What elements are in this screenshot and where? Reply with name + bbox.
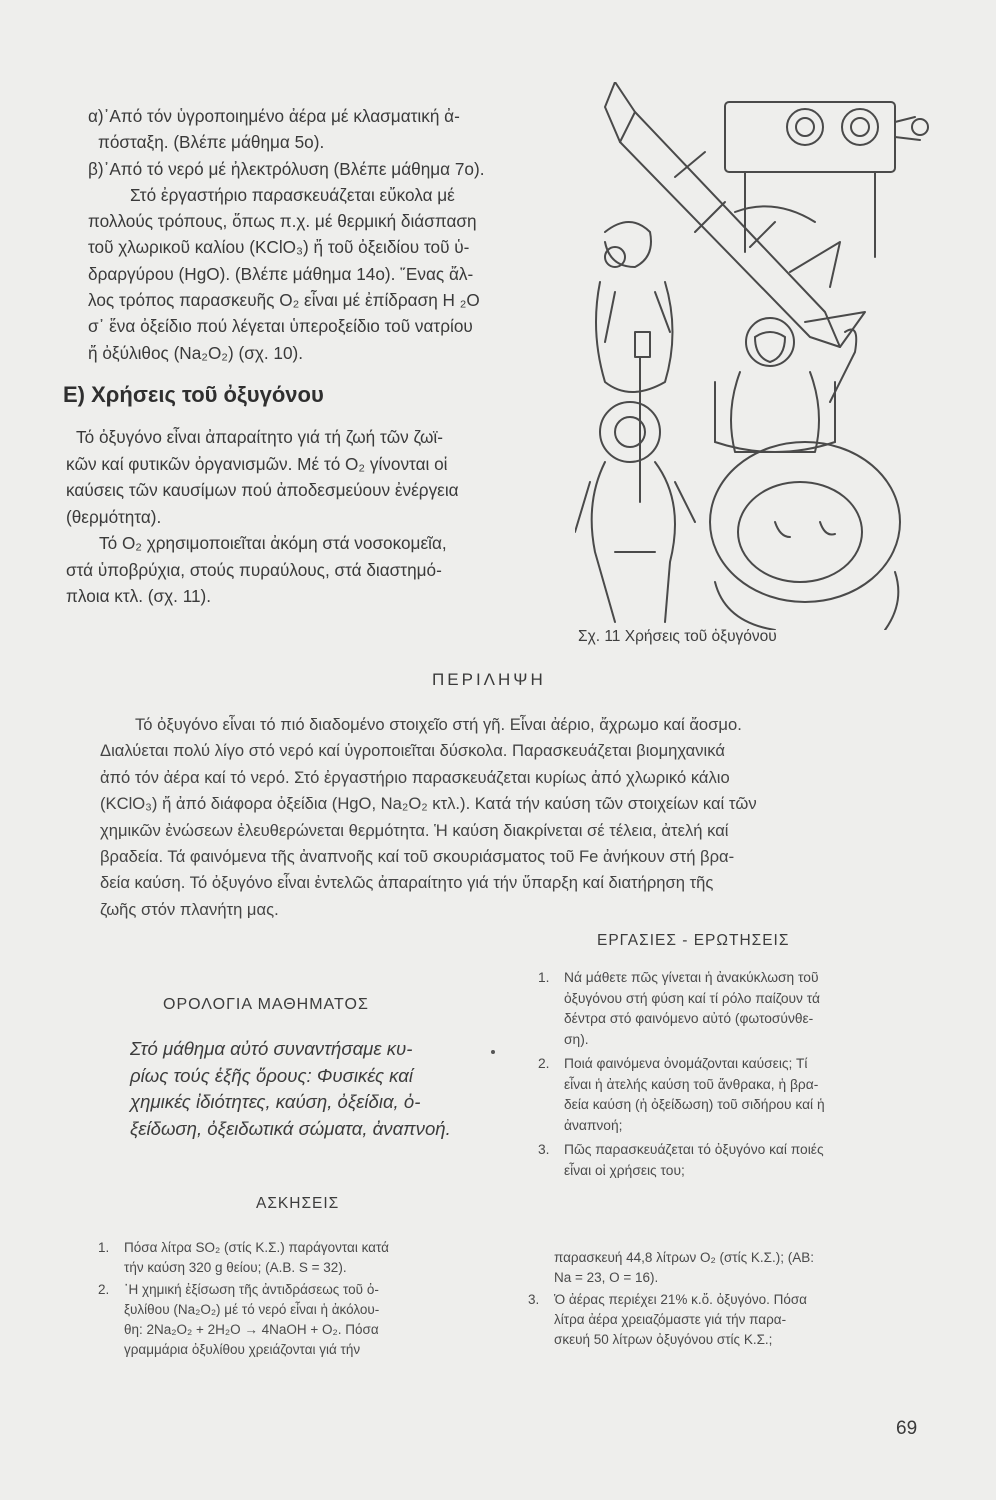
text-line: πλοια κτλ. (σχ. 11).	[66, 586, 212, 606]
text-line: δεία καύση (ἡ ὀξείδωση) τοῦ σιδήρου καί ἡ	[564, 1097, 825, 1112]
text-line: Πόσα λίτρα SO₂ (στίς Κ.Σ.) παράγονται κατά	[124, 1240, 389, 1255]
list-item	[98, 1280, 389, 1360]
text-line: (θερμότητα).	[66, 506, 162, 527]
oxygen-uses-illustration	[575, 82, 930, 630]
text-line: πολλούς τρόπους, ὅπως π.χ. μέ θερμική διάσπαση	[88, 211, 477, 232]
pilot-drawing	[715, 318, 856, 452]
summary-paragraph	[100, 712, 757, 923]
text-line: τήν καύση 320 g θείου; (Α.Β. S = 32).	[124, 1260, 347, 1275]
exercises-list-right	[528, 1248, 814, 1350]
oxygen-machine-drawing	[725, 102, 928, 257]
text-line: β)᾿Από τό νερό μέ ἠλεκτρόλυση (Βλέπε μάθημα 7ο).	[88, 158, 485, 179]
text-line: λος τρόπος παρασκευῆς O₂ εἶναι μέ ἐπίδραση H ₂O	[88, 290, 480, 311]
list-item	[98, 1238, 389, 1278]
item-number: 1.	[98, 1240, 110, 1255]
diver-drawing	[575, 402, 695, 622]
text-line: ρίως τούς ἑξῆς ὅρους: Φυσικές καί	[130, 1064, 413, 1086]
text-line: ἀπό τόν ἀέρα καί τό νερό. Στό ἐργαστήριο παρασκευάζεται κυρίως ἀπό χλωρικό κάλιο	[100, 767, 730, 787]
text-line: Πῶς παρασκευάζεται τό ὀξυγόνο καί ποιές	[564, 1142, 824, 1157]
text-line: ζωῆς στόν πλανήτη μας.	[100, 899, 279, 919]
item-number: 1.	[538, 970, 550, 985]
text-line: Τό ὀξυγόνο εἶναι τό πιό διαδομένο στοιχεῖο στή γῆ. Εἶναι ἀέριο, ἄχρωμο καί ἄοσμο.	[135, 715, 742, 734]
text-line: στά ὑποβρύχια, στούς πυραύλους, στά διαστημό-	[66, 559, 442, 580]
text-line: σκευή 50 λίτρων ὀξυγόνου στίς Κ.Σ.;	[554, 1332, 773, 1347]
list-item	[538, 1140, 825, 1181]
questions-title: ΕΡΓΑΣΙΕΣ - ΕΡΩΤΗΣΕΙΣ	[597, 932, 790, 949]
text-line: ὀξυγόνου στή φύση καί τί ρόλο παίζουν τά	[564, 990, 821, 1006]
terminology-paragraph	[130, 1036, 451, 1142]
item-number: 3.	[538, 1142, 550, 1157]
astronaut-helmet-drawing	[710, 442, 900, 630]
summary-title: ΠΕΡΙΛΗΨΗ	[432, 670, 546, 689]
text-line: ση).	[564, 1031, 589, 1047]
list-item	[528, 1248, 814, 1288]
text-line: Τό O₂ χρησιμοποιεῖται ἀκόμη στά νοσοκομεῖα,	[99, 533, 447, 553]
figure-caption: Σχ. 11 Χρήσεις τοῦ ὀξυγόνου	[578, 628, 777, 645]
text-line: βραδεία. Τά φαινόμενα τῆς ἀναπνοῆς καί τοῦ σκουριάσματος τοῦ Fe ἀνήκουν στή βρα-	[100, 847, 735, 867]
page-number: 69	[896, 1418, 918, 1439]
text-line: Στό μάθημα αὐτό συναντήσαμε κυ-	[130, 1038, 413, 1059]
text-line: χημικῶν ἐνώσεων ἐλευθερώνεται θερμότητα. Ἡ καύση διακρίνεται σέ τέλεια, ἀτελή καί	[100, 820, 729, 840]
item-number	[528, 1248, 554, 1288]
text-line: Ποιά φαινόμενα ὀνομάζονται καύσεις; Τί	[564, 1056, 808, 1071]
text-line: παρασκευή 44,8 λίτρων O₂ (στίς Κ.Σ.); (ΑΒ:	[554, 1250, 814, 1265]
exercises-title: ΑΣΚΗΣΕΙΣ	[256, 1195, 340, 1212]
text-line: καύσεις τῶν καυσίμων πού ἀποδεσμεύουν ἐνέργεια	[66, 480, 459, 500]
text-line: Νά μάθετε πῶς γίνεται ἡ ἀνακύκλωση τοῦ	[564, 970, 819, 985]
text-line: Ὁ ἀέρας περιέχει 21% κ.ὄ. ὀξυγόνο. Πόσα	[554, 1292, 807, 1307]
list-item	[538, 1054, 825, 1136]
exercises-list-left	[98, 1238, 389, 1360]
stray-mark	[491, 1050, 495, 1054]
uses-paragraph	[66, 424, 459, 610]
text-line: εἶναι οἱ χρήσεις του;	[564, 1162, 685, 1178]
text-line: Διαλύεται πολύ λίγο στό νερό καί ὑγροποιεῖται δύσκολα. Παρασκευάζεται βιομηχανικά	[100, 741, 725, 761]
text-line: τοῦ χλωρικοῦ καλίου (KClO₃) ἤ τοῦ ὀξειδίου τοῦ ὑ-	[88, 237, 470, 258]
text-line: χημικές ἰδιότητες, καύση, ὀξείδια, ὀ-	[130, 1091, 421, 1112]
text-line: σ᾿ ἕνα ὀξείδιο πού λέγεται ὑπεροξείδιο τοῦ νατρίου	[88, 316, 473, 337]
preparation-paragraph	[88, 103, 484, 366]
terminology-title: ΟΡΟΛΟΓΙΑ ΜΑΘΗΜΑΤΟΣ	[163, 996, 369, 1013]
text-line: γραμμάρια ὀξυλίθου χρειάζονται γιά τήν	[124, 1342, 361, 1357]
text-line: ἀναπνοή;	[564, 1117, 623, 1133]
list-item	[538, 968, 825, 1050]
text-line: θη: 2Na₂O₂ + 2H₂O → 4NaOH + O₂. Πόσα	[124, 1322, 379, 1337]
text-line: δραργύρου (HgO). (Βλέπε μάθημα 14ο). ῞Ενας ἄλ-	[88, 263, 474, 284]
item-number: 2.	[98, 1282, 110, 1297]
questions-list	[538, 968, 825, 1181]
text-line: ξυλίθου (Na₂O₂) μέ τό νερό εἶναι ἡ ἀκόλου-	[124, 1302, 380, 1317]
text-line: Στό ἐργαστήριο παρασκευάζεται εὔκολα μέ	[130, 184, 455, 205]
text-line: (KClO₃) ἤ ἀπό διάφορα ὀξείδια (HgO, Na₂O₂ κτλ.). Κατά τήν καύση τῶν στοιχείων καί τῶν	[100, 794, 757, 814]
rocket-drawing	[605, 82, 865, 347]
item-number: 3.	[528, 1292, 540, 1307]
text-line: δέντρα στό φαινόμενο αὐτό (φωτοσύνθε-	[564, 1011, 814, 1026]
text-line: πόσταξη. (Βλέπε μάθημα 5ο).	[98, 132, 325, 153]
text-line: κῶν καί φυτικῶν ὀργανισμῶν. Μέ τό O₂ γίνονται οἱ	[66, 453, 448, 474]
text-line: λίτρα ἀέρα χρειαζόμαστε γιά τήν παρα-	[554, 1312, 787, 1327]
text-line: ῾Η χημική ἐξίσωση τῆς ἀντιδράσεως τοῦ ὀ-	[124, 1282, 379, 1297]
text-line: ξείδωση, ὀξειδωτικά σώματα, ἀναπνοή.	[130, 1117, 451, 1139]
text-line: α)᾿Από τόν ὑγροποιημένο ἀέρα μέ κλασματική ἀ-	[88, 106, 460, 126]
text-line: Na = 23, O = 16).	[554, 1270, 659, 1285]
text-line: δεία καύση. Τό ὀξυγόνο εἶναι ἐντελῶς ἀπαραίτητο γιά τήν ὕπαρξη καί διατήρηση τῆς	[100, 873, 714, 893]
item-number: 2.	[538, 1056, 550, 1071]
text-line: ἤ ὀξύλιθος (Na₂O₂) (σχ. 10).	[88, 342, 304, 363]
masked-patient-drawing	[596, 222, 673, 502]
list-item	[528, 1290, 814, 1350]
text-line: εἶναι ἡ ἀτελής καύση τοῦ ἄνθρακα, ἡ βρα-	[564, 1076, 819, 1092]
uses-heading: Ε) Χρήσεις τοῦ ὀξυγόνου	[63, 382, 324, 407]
text-line: Τό ὀξυγόνο εἶναι ἀπαραίτητο γιά τή ζωή τῶν ζωϊ-	[76, 427, 443, 447]
